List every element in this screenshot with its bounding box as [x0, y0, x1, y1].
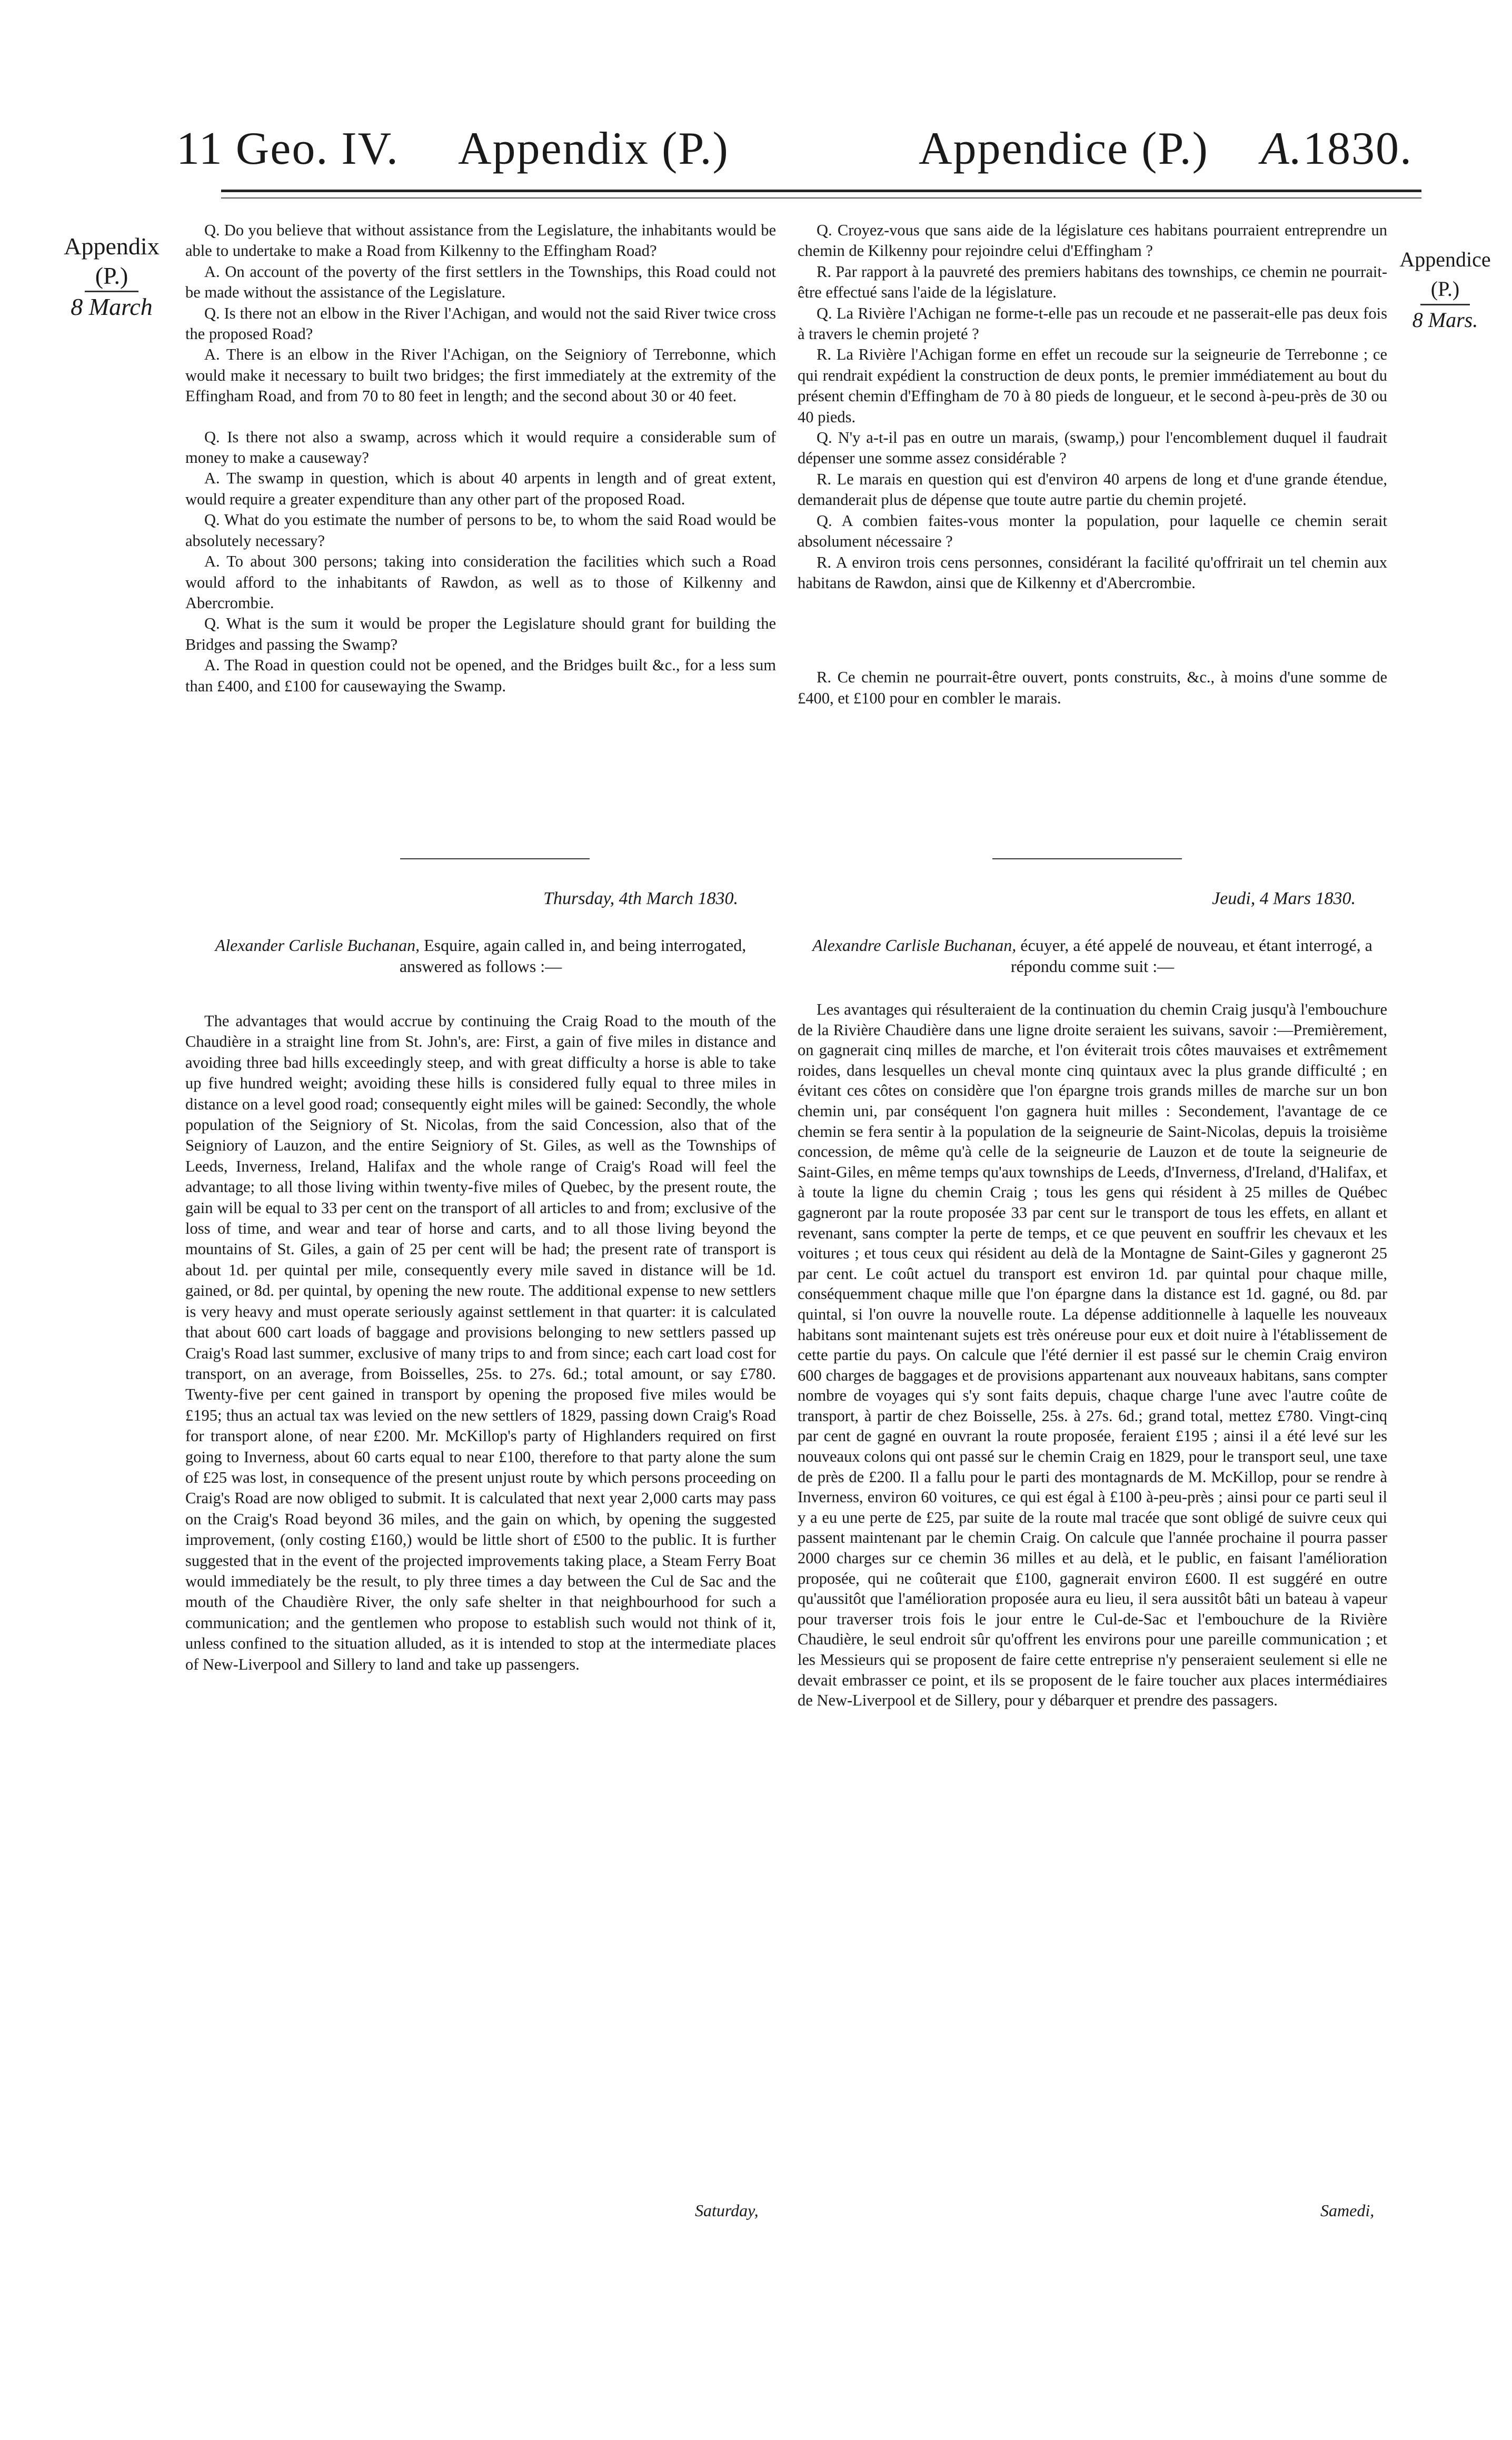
english-question: Q. Do you believe that without assistance from the Legislature, the inhabitants would be able to undertake to make a Road from Kilkenny to the Effingham Road? [185, 221, 776, 260]
english-catchword: Saturday, [695, 2201, 759, 2220]
french-question: Q. A combien faites-vous monter la population, pour laquelle ce chemin serait absolument nécessaire ? [798, 511, 1387, 551]
english-answer: A. To about 300 persons; taking into consideration the facilities which such a Road would afford to the inhabitants of Rawdon, as well as to those of Kilkenny and Abercrombie. [185, 552, 776, 612]
english-question: Q. Is there not also a swamp, across which it would require a considerable sum of money to make a causeway? [185, 428, 776, 467]
margin-right-line3: 8 Mars. [1412, 308, 1478, 332]
english-testimony-text: The advantages that would accrue by continuing the Craig Road to the mouth of the Chaudière in a straight line from St. John's, are: First, a gain of five miles in distance and avoiding three bad hills exceedingly steep, and with great difficulty a horse is able to take up five hundred weight; avoiding these hills is considered fully equal to three miles in distance on a level good road; consequently eight miles will be gained: Secondly, the whole population of the Seigniory of St. Nicolas, from the said Concession, also that of the Seigniory of Lauzon, and the entire Seigniory of St. Giles, as well as the Townships of Leeds, Inverness, Ireland, Halifax and the whole range of Craig's Road will feel the advantage; to all those living within twenty-five miles of Quebec, by the present route, the gain will be equal to 33 per cent on the transport of all articles to and from; exclusive of the loss of time, and wear and tear of horse and carts, and to all those living beyond the mountains of St. Giles, a gain of 25 per cent will be had; the present rate of transport is about 1d. per quintal per mile, consequently every mile saved in distance will be 1d. gained, or 8d. per quintal, by opening the new route. The additional expense to new settlers is very heavy and must operate seriously against settlement in that quarter: it is calculated that about 600 cart loads of baggage and provisions belonging to new settlers passed up Craig's Road last summer, exclusive of many trips to and from since; each cart load cost for transport, on an average, from Boisselles, 25s. to 27s. 6d.; total amount, or say £780. Twenty-five per cent gained in transport by opening the proposed five miles would be £195; thus an actual tax was levied on the new settlers of 1829, passing down Craig's Road for transport alone, of near £200. Mr. McKillop's party of Highlanders required on first going to Inverness, about 60 carts equal to near £100, therefore to that party alone the sum of £25 was lost, in consequence of the present unjust route by which persons proceeding on Craig's Road are now obliged to submit. It is calculated that next year 2,000 carts may pass on the Craig's Road beyond 36 miles, and the gain on which, by opening the suggested improvement, (only costing £160,) would be little short of £500 to the public. It is further suggested that in the event of the projected improvements taking place, a Steam Ferry Boat would immediately be the result, to ply three times a day between the Cul de Sac and the mouth of the Chaudière River, the only safe shelter in that neighbourhood for such a communication; and the gentlemen who propose to establish such would not think of it, unless confined to the situation alluded, as it is intended to stop at the intermediate places of New-Liverpool and Sillery to land and take up passengers. [185, 1012, 776, 1673]
english-testimony [185, 1011, 776, 1675]
section-divider-fr [992, 858, 1182, 859]
french-answer: R. Le marais en question qui est d'environ 40 arpens de long et d'une grande étendue, demanderait plus de dépense que toute autre partie du chemin projeté. [798, 470, 1387, 509]
english-qa-column [185, 220, 776, 697]
witness-name-fr: Alexandre Carlisle Buchanan, [812, 936, 1017, 955]
english-question: Q. Is there not an elbow in the River l'Achigan, and would not the said River twice cross the proposed Road? [185, 304, 776, 343]
french-question: Q. La Rivière l'Achigan ne forme-t-elle pas un recoude et ne passerait-elle pas deux fois à travers le chemin projeté ? [798, 304, 1387, 343]
margin-right-line2: (P.) [1420, 274, 1470, 305]
regnal-year: 11 Geo. IV. [176, 123, 399, 174]
margin-left-line2: (P.) [85, 261, 139, 292]
french-question: Q. Croyez-vous que sans aide de la législature ces habitans pourraient entreprendre un chemin de Kilkenny pour rejoindre celui d'Effingham ? [798, 221, 1387, 260]
french-answer: R. La Rivière l'Achigan forme en effet un recoude sur la seigneurie de Terrebonne ; ce qui rendrait expédient la construction de deux ponts, le premier immédiatement au bout du présent chemin d'Effingham de 70 à 80 pieds de longueur, et le second à-peu-près de 30 ou 40 pieds. [798, 345, 1387, 426]
french-answer: R. Par rapport à la pauvreté des premiers habitans des townships, ce chemin ne pourrait-être effectué sans l'aide de la législature. [798, 262, 1387, 302]
french-testimony-text: Les avantages qui résulteraient de la continuation du chemin Craig jusqu'à l'embouchure de la Rivière Chaudière dans une ligne droite seraient les suivans, savoir :—Premièrement, on gagnerait cinq milles de marche, et l'on éviterait trois côtes mauvaises et extrêmement roides, dans lesquelles un cheval monte cinq quintaux avec la plus grande difficulté ; en évitant ces côtes on considère que l'on épargne trois grands milles de marche sur un bon chemin uni, par conséquent l'on gagnera huit milles : Secondement, l'avantage de ce chemin se fera sentir à la population de la seigneurie de Saint-Nicolas, depuis la troisième concession, de même qu'à celle de la seigneurie de Lauzon et de toute la seigneurie de Saint-Giles, en même temps qu'aux townships de Leeds, d'Inverness, d'Ireland, d'Halifax, et à toute la ligne du chemin Craig ; tous les gens qui résident à 25 milles de Québec gagneront par la route proposée 33 par cent sur le transport de tous les effets, en allant et revenant, sans compter la perte de temps, et ce que peuvent en souffrir les chevaux et les voitures ; et tous ceux qui résident au delà de la Montagne de Saint-Giles y gagneront 25 par cent. Le coût actuel du transport est environ 1d. par quintal pour chaque mille, conséquemment chaque mille que l'on épargne dans la distance est 1d. gagné, ou 8d. par quintal, si l'on ouvre la nouvelle route. La dépense additionnelle à laquelle les nouveaux habitans sont maintenant sujets est très onéreuse pour eux et doit nuire à l'établissement de cette partie du pays. On calcule que l'été dernier il est passé sur le chemin Craig environ 600 charges de baggages et de provisions appartenant aux nouveaux habitans, sans compter nombre de voyages qui s'y sont faits depuis, chaque charge l'une avec l'autre coûte de transport, à partir de chez Boisselle, 25s. à 27s. 6d.; grand total, mettez £780. Vingt-cinq par cent de gagné en ouvrant la route proposée, feraient £195 ; ainsi il a été levé sur les nouveaux colons qui ont passé sur le chemin Craig en 1829, pour le transport seul, une taxe de près de £200. Il a fallu pour le parti des montagnards de M. McKillop, pour se rendre à Inverness, environ 60 voitures, ce qui est égal à £100 à-peu-près ; ainsi pour ce parti seul il y a eu une perte de £25, par suite de la route mal tracée que sont obligé de suivre ceux qui passent maintenant par le chemin Craig. On calcule que l'année prochaine il pourra passer 2000 charges sur ce chemin 36 milles et au delà, et le public, en faisant l'amélioration proposée, qui ne coûterait que £100, gagnerait environ £600. Il est suggéré en outre qu'aussitôt que l'amélioration proposée aura eu lieu, il sera aussitôt bâti un bateau à vapeur pour traverser trois fois le jour entre le Cul-de-Sac et l'embouchure de la Rivière Chaudière, le seul endroit sûr qu'offrent les environs pour une pareille communication ; et les Messieurs qui se proposent de faire cette entreprise n'y penseraient seulement si elle ne devait embrasser ce point, et ils se proposent de le faire toucher aux places intermédiaires de New-Liverpool et de Sillery, pour y débarquer et prendre des passagers. [798, 1000, 1387, 1710]
header-title-en: Appendix (P.) [458, 123, 729, 174]
french-testimony [798, 999, 1387, 1711]
header-rule [221, 190, 1421, 192]
english-date: Thursday, 4th March 1830. [543, 889, 738, 908]
french-catchword: Samedi, [1320, 2201, 1375, 2220]
french-question: Q. N'y a-t-il pas en outre un marais, (swamp,) pour l'encomblement duquel il faudrait dépenser une somme assez considérable ? [798, 429, 1387, 468]
margin-left-line1: Appendix [64, 233, 160, 260]
english-answer: A. There is an elbow in the River l'Achigan, on the Seigniory of Terrebonne, which would make it necessary to built two bridges; the first immediately at the extremity of the Effingham Road, and from 70 to 80 feet in length; and the second about 30 or 40 feet. [185, 345, 776, 405]
english-intro [185, 935, 776, 977]
french-qa-column [798, 220, 1387, 709]
english-answer: A. The swamp in question, which is about 40 arpents in length and of great extent, would require a greater expenditure than any other part of the proposed Road. [185, 469, 776, 508]
english-answer: A. On account of the poverty of the first settlers in the Townships, this Road could not be made without the assistance of the Legislature. [185, 262, 776, 302]
header-year: 1830. [1303, 123, 1412, 174]
intro-text-en: Esquire, again called in, and being interrogated, answered as follows :— [399, 936, 747, 976]
witness-name-en: Alexander Carlisle Buchanan, [215, 936, 420, 955]
intro-text-fr: écuyer, a été appelé de nouveau, et étant interrogé, a répondu comme suit :— [1010, 936, 1372, 976]
header-rule-thin [221, 197, 1421, 199]
french-answer: R. Ce chemin ne pourrait-être ouvert, ponts construits, &c., à moins d'une somme de £400, et £100 pour en combler le marais. [798, 668, 1387, 707]
english-question: Q. What do you estimate the number of persons to be, to whom the said Road would be absolutely necessary? [185, 511, 776, 550]
margin-right-line1: Appendice [1399, 247, 1491, 271]
margin-note-left [48, 232, 175, 322]
english-answer: A. The Road in question could not be opened, and the Bridges built &c., for a less sum than £400, and £100 for causewaying the Swamp. [185, 656, 776, 695]
section-divider-en [400, 858, 590, 859]
french-answer: R. A environ trois cens personnes, considérant la facilité qu'offrirait un tel chemin aux habitans de Rawdon, ainsi que de Kilkenny et d'Abercrombie. [798, 553, 1387, 592]
margin-left-line3: 8 March [71, 293, 153, 320]
french-date: Jeudi, 4 Mars 1830. [1212, 889, 1356, 908]
header-letter: A. [1261, 123, 1303, 174]
french-intro [798, 935, 1387, 977]
margin-note-right [1390, 245, 1500, 335]
header-title-fr: Appendice (P.) [919, 123, 1209, 174]
english-question: Q. What is the sum it would be proper the Legislature should grant for building the Bridges and passing the Swamp? [185, 614, 776, 653]
